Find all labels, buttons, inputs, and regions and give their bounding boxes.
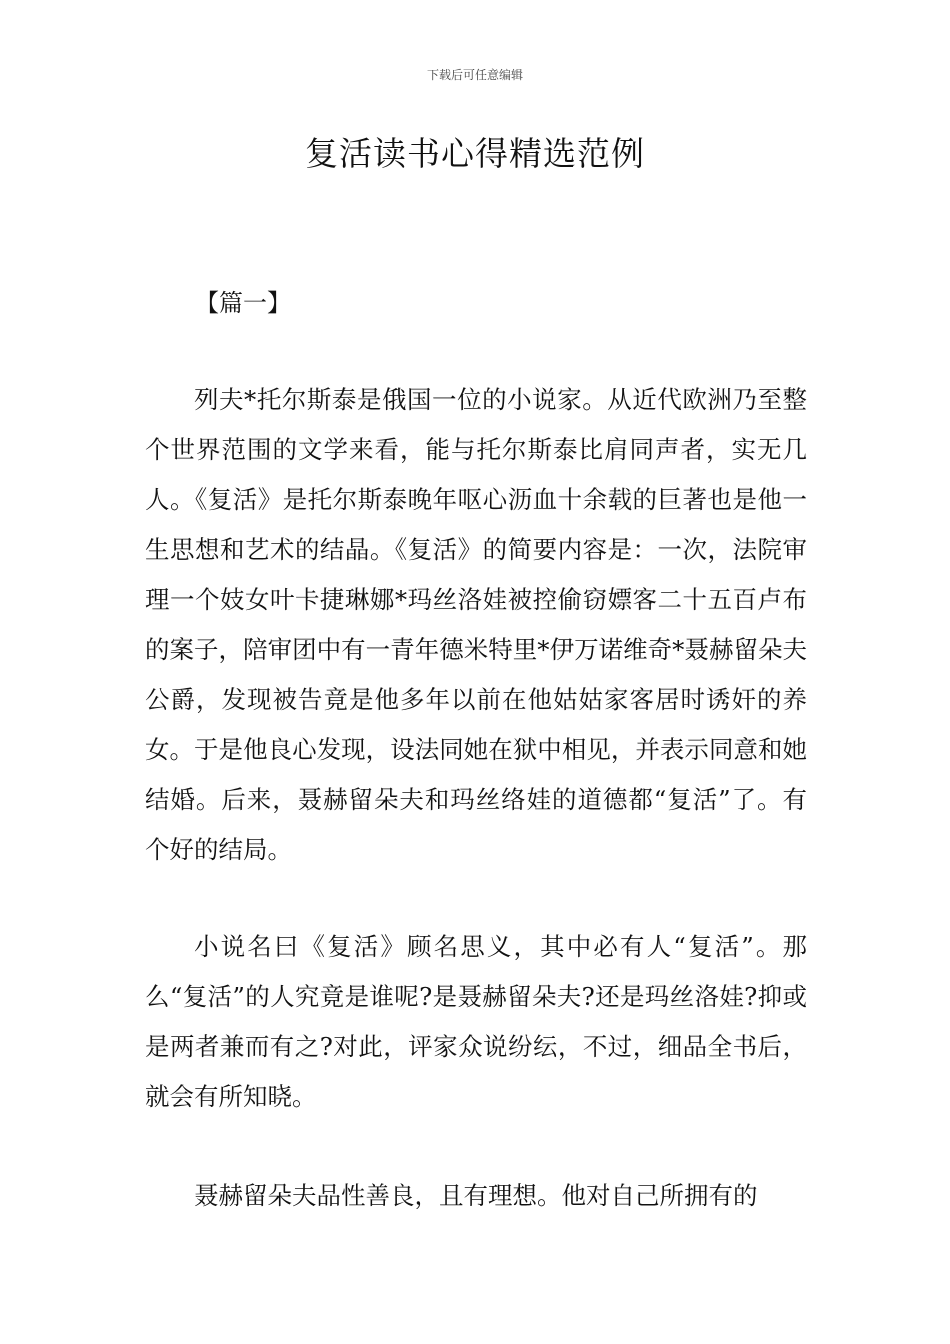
paragraph: 列夫*托尔斯泰是俄国一位的小说家。从近代欧洲乃至整个世界范围的文学来看，能与托尔斯泰比肩同声者，实无几人。《复活》是托尔斯泰晚年呕心沥血十余载的巨著也是他一生思想和艺术的结晶。《复活》的简要内容是：一次，法院审理一个妓女叶卡捷琳娜*玛丝洛娃被控偷窃嫖客二十五百卢布的案子，陪审团中有一青年德米特里*伊万诺维奇*聂赫留朵夫公爵，发现被告竟是他多年以前在他姑姑家客居时诱奸的养女。于是他良心发现，设法同她在狱中相见，并表示同意和她结婚。后来，聂赫留朵夫和玛丝络娃的道德都“复活”了。有个好的结局。 — [145, 385, 807, 864]
header-note: 下载后可任意编辑 — [426, 68, 523, 82]
section-label: 【篇一】 — [195, 289, 291, 317]
paragraph: 小说名曰《复活》顾名思义，其中必有人“复活”。那么“复活”的人究竟是谁呢?是聂赫留朵夫?还是玛丝洛娃?抑或是两者兼而有之?对此，评家众说纷纭，不过，细品全书后，就会有所知晓。 — [145, 932, 807, 1111]
paragraph: 聂赫留朵夫品性善良，且有理想。他对自己所拥有的 — [194, 1181, 758, 1210]
document-title: 复活读书心得精选范例 — [305, 134, 645, 173]
